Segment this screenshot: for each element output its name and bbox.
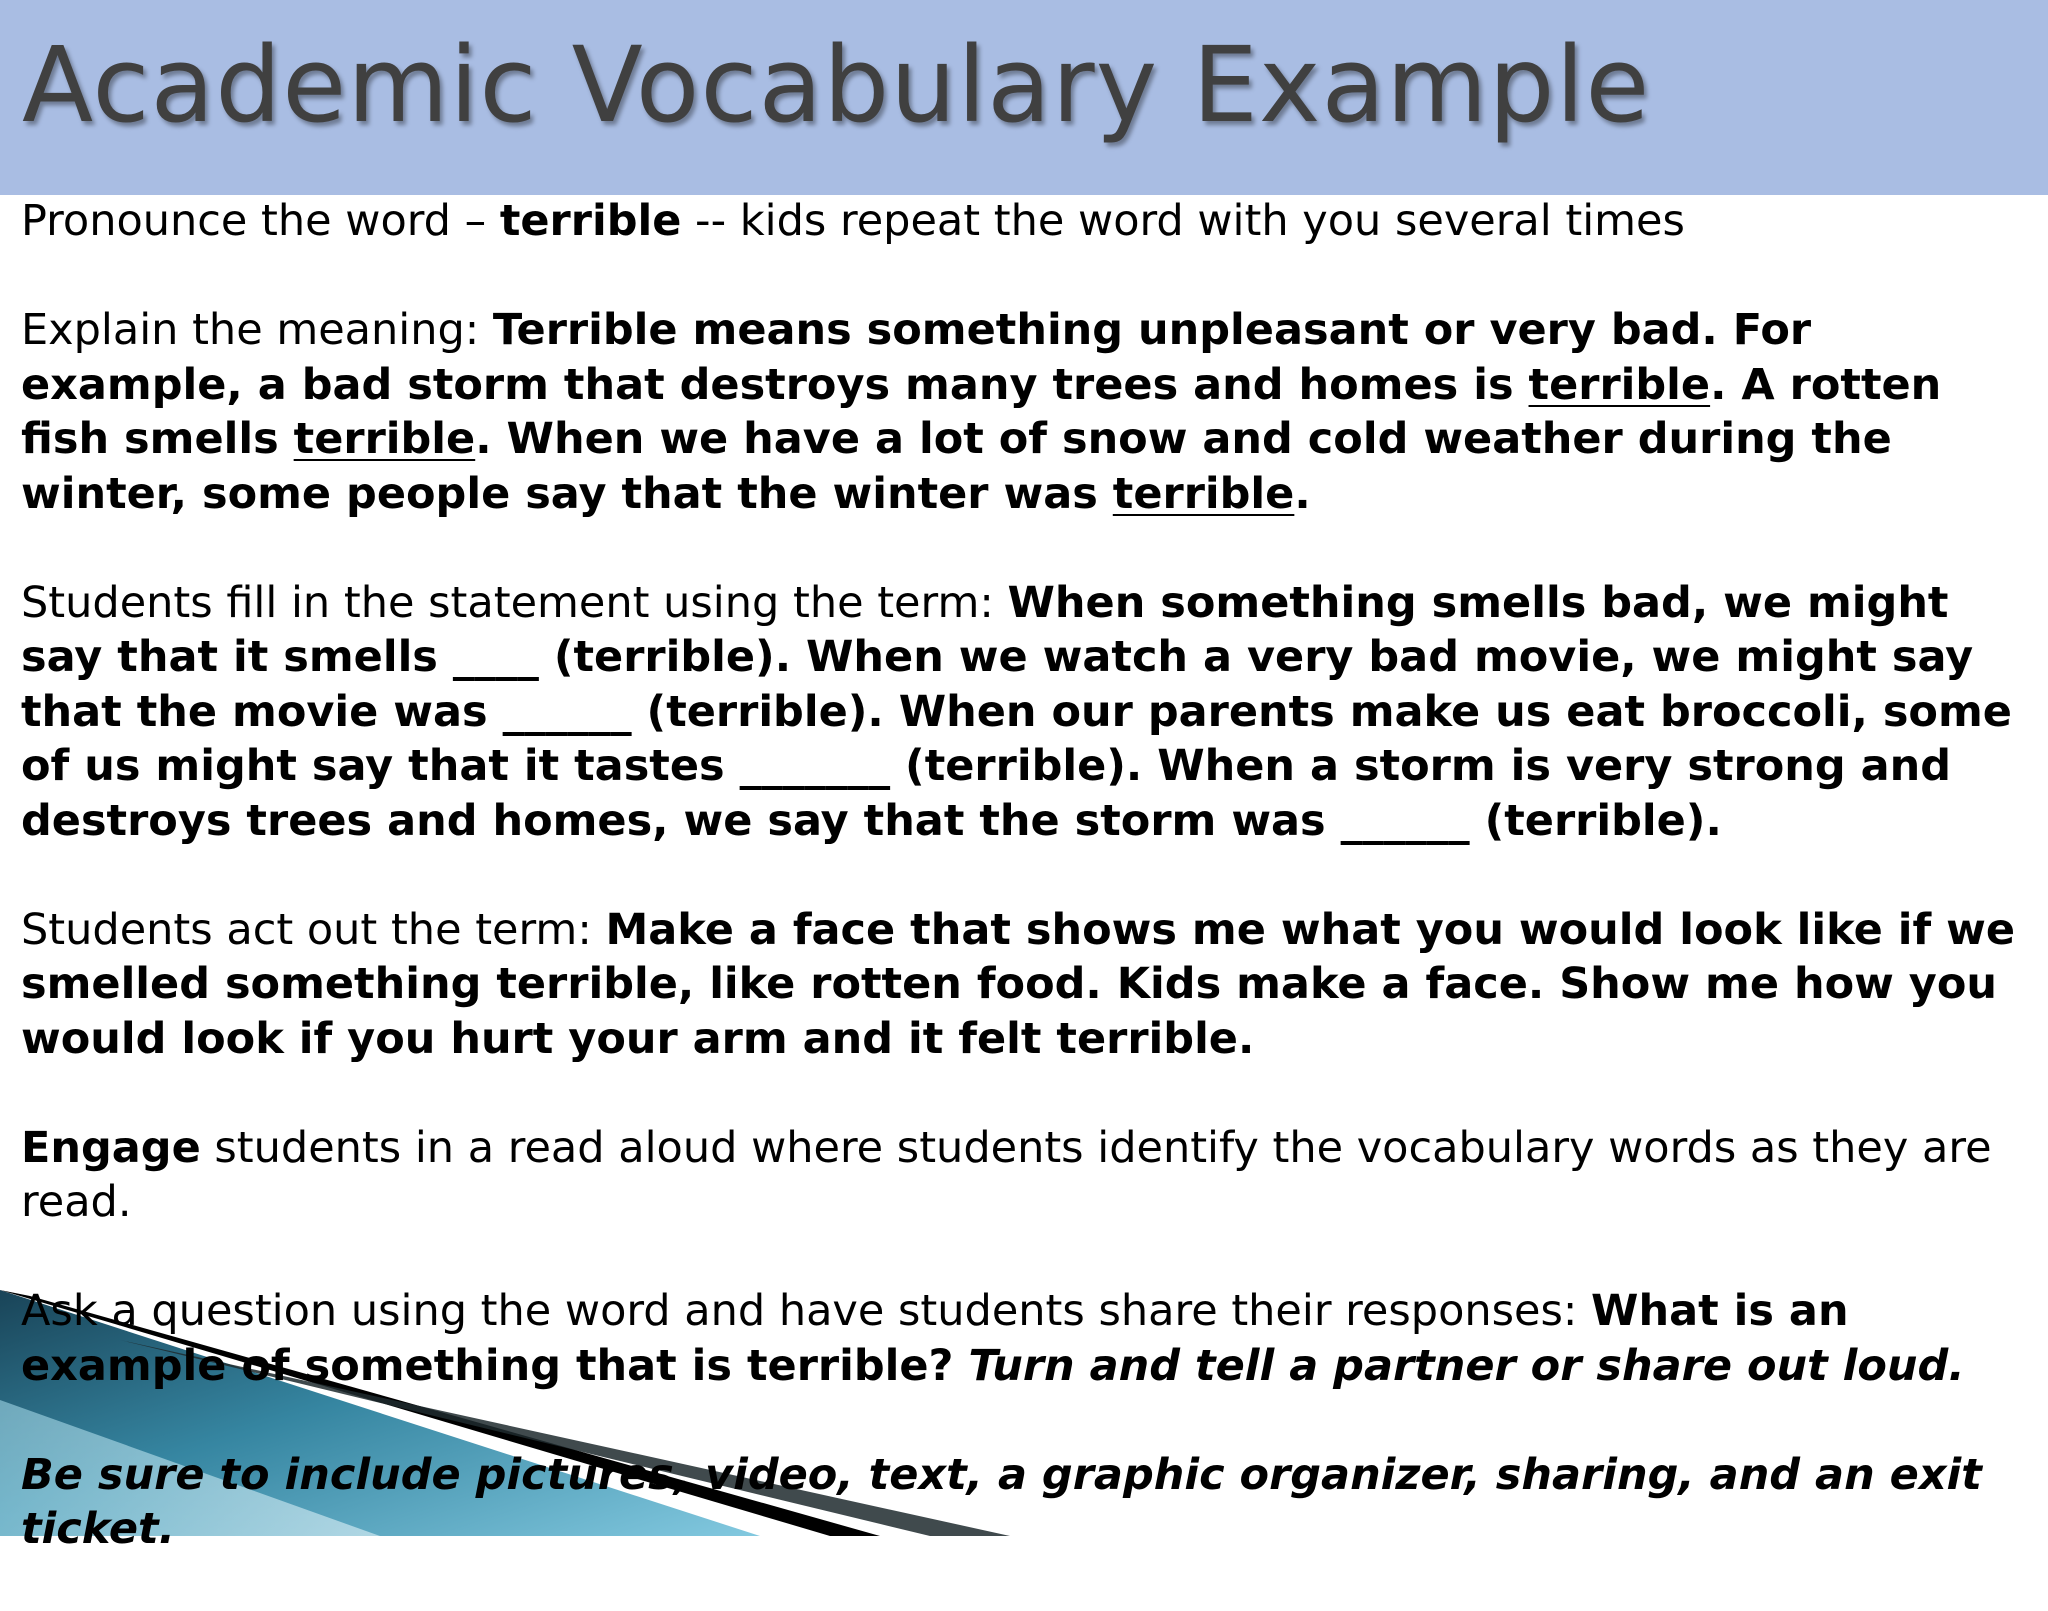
step-label: Explain the meaning:: [21, 305, 493, 355]
instruction-text: Turn and tell a partner or share out loud.: [968, 1340, 1965, 1391]
step-label: Pronounce the word –: [21, 196, 500, 246]
step-engage: [21, 1121, 2031, 1230]
step-label: Students act out the term:: [21, 904, 606, 955]
step-label: Ask a question using the word and have students share their responses:: [21, 1286, 1592, 1336]
vocab-word: terrible: [1528, 359, 1711, 410]
explanation-text: . A rotten fish smells: [21, 359, 1942, 464]
step-explain: [21, 303, 2031, 521]
vocab-word: terrible: [1112, 468, 1295, 519]
reminder-text: Be sure to include pictures, video, text, a graphic organizer, sharing, and an exit ticket.: [21, 1449, 1982, 1554]
step-label: Engage: [21, 1122, 201, 1173]
vocab-word: terrible: [499, 196, 682, 246]
vocab-word: terrible: [293, 414, 476, 464]
explanation-text: Terrible means something unpleasant or very bad. For example, a bad storm that destroys many trees and homes is: [21, 305, 1812, 410]
step-pronounce: [21, 194, 2031, 249]
act-out-text: Make a face that shows me what you would look like if we smelled something terrible, like rotten food. Kids make a face. Show me how you would look if you hurt your arm and it felt terrible.: [21, 904, 2016, 1064]
step-reminder: [21, 1448, 2031, 1557]
slide-title: Academic Vocabulary Example: [22, 24, 1651, 146]
fill-in-text: When something smells bad, we might say that it smells ____ (terrible). When we watch a very bad movie, we might say that the movie was ______ (terrible). When our parents make us eat broccoli, some of us might say that it tastes _______ (terrible). When a storm is very strong and destroys trees and homes, we say that the storm was ______ (terrible).: [21, 577, 2012, 846]
step-act-out: [21, 903, 2031, 1067]
slide-body: [21, 194, 2031, 1611]
step-ask: [21, 1284, 2031, 1393]
explanation-text: . When we have a lot of snow and cold weather during the winter, some people say that the winter was: [21, 414, 1892, 519]
explanation-text: .: [1294, 468, 1311, 519]
question-text: What is an example of something that is terrible?: [21, 1286, 1849, 1391]
step-text: students in a read aloud where students identify the vocabulary words as they are read.: [21, 1122, 1992, 1227]
step-text: -- kids repeat the word with you several times: [681, 196, 1685, 246]
step-label: Students fill in the statement using the term:: [21, 577, 1008, 628]
step-fill-in: [21, 576, 2031, 849]
